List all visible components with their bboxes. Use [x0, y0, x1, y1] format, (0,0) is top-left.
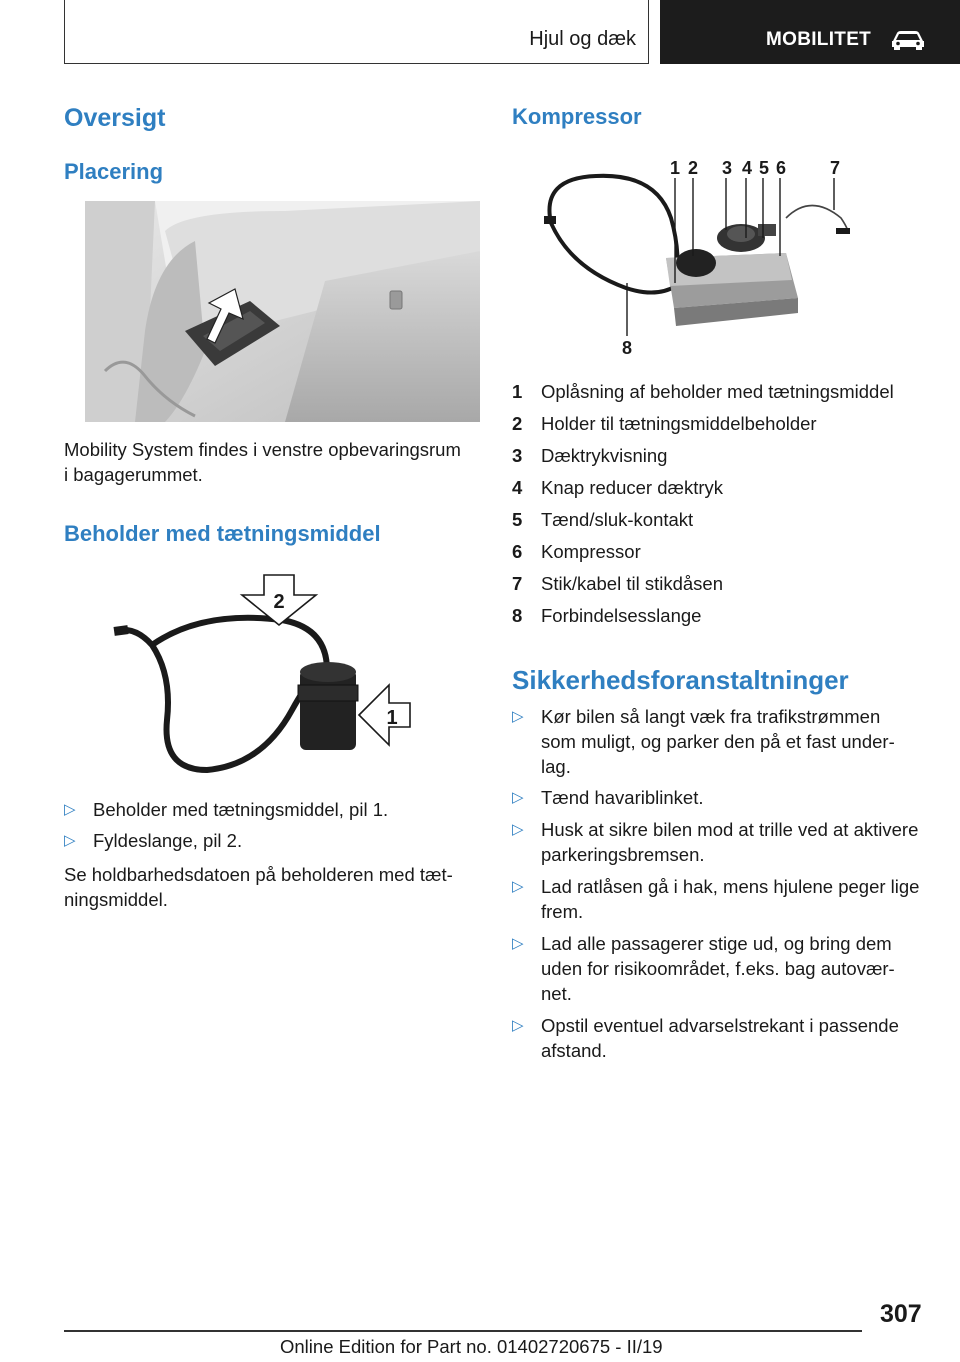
safety-bullet-line: Lad ratlåsen gå i hak, mens hjulene peger lige: [541, 876, 920, 897]
part-text: Holder til tætningsmiddelbeholder: [541, 413, 817, 434]
triangle-bullet-icon: ▷: [512, 789, 524, 806]
part-text: Dæktrykvisning: [541, 445, 668, 466]
container-bullet-text: Beholder med tætningsmiddel, pil 1.: [93, 799, 389, 820]
safety-bullet-line: Kør bilen så langt væk fra trafikstrømmen: [541, 706, 881, 727]
safety-bullet-line: net.: [541, 983, 572, 1004]
header-section-title: Hjul og dæk: [529, 28, 636, 50]
callout-7: 7: [830, 158, 841, 178]
triangle-bullet-icon: ▷: [512, 708, 524, 725]
safety-bullet-line: Opstil eventuel advarselstrekant i passende: [541, 1015, 899, 1036]
parts-list-item: [512, 571, 942, 603]
triangle-bullet-icon: ▷: [64, 801, 76, 818]
part-text: Oplåsning af beholder med tætningsmiddel: [541, 381, 894, 402]
part-text: Stik/kabel til stikdåsen: [541, 573, 724, 594]
triangle-bullet-icon: ▷: [512, 821, 524, 838]
container-bullet-text: Fyldeslange, pil 2.: [93, 830, 243, 851]
part-number: 6: [512, 541, 523, 562]
safety-bullet-line: lag.: [541, 756, 571, 777]
container-note: [64, 862, 453, 912]
parts-list-item: [512, 507, 942, 539]
safety-bullet-line: som muligt, og parker den på et fast under‐: [541, 731, 895, 752]
callout-1: 1: [670, 158, 681, 178]
safety-bullet-line: Husk at sikre bilen mod at trille ved at aktivere: [541, 819, 919, 840]
car-icon: [890, 28, 926, 50]
safety-heading: Sikkerhedsforanstaltninger: [512, 665, 849, 695]
page-title: Oversigt: [64, 104, 166, 132]
header-chapter-title: MOBILITET: [766, 29, 872, 50]
callout-5: 5: [759, 158, 770, 178]
placement-text-line: Mobility System findes i venstre opbevaringsrum: [64, 439, 461, 460]
container-note-line: Se holdbarhedsdatoen på beholderen med tæt‐: [64, 864, 453, 885]
edition-text: Online Edition for Part no. 01402720675 - II/19: [280, 1336, 663, 1357]
part-number: 4: [512, 477, 523, 498]
page-number: 307: [880, 1300, 922, 1328]
parts-list: [512, 379, 942, 635]
header-section-box: [64, 0, 649, 64]
compressor-illustration: [536, 158, 856, 358]
parts-list-item: [512, 603, 942, 635]
parts-list-item: [512, 539, 942, 571]
callout-4: 4: [742, 158, 753, 178]
part-text: Forbindelsesslange: [541, 605, 702, 626]
footer-divider: [64, 1330, 862, 1332]
safety-bullet-text: [541, 931, 895, 1006]
part-number: 2: [512, 413, 523, 434]
placement-text: [64, 437, 461, 487]
parts-list-item: [512, 443, 942, 475]
parts-list-item: [512, 379, 942, 411]
safety-bullet-text: [541, 1013, 899, 1063]
part-number: 1: [512, 381, 523, 402]
triangle-bullet-icon: ▷: [64, 832, 76, 849]
safety-bullet-line: Tænd havariblinket.: [541, 787, 704, 808]
safety-bullet-line: Lad alle passagerer stige ud, og bring dem: [541, 933, 892, 954]
safety-bullet-line: frem.: [541, 901, 584, 922]
callout-2: 2: [688, 158, 699, 178]
triangle-bullet-icon: ▷: [512, 935, 524, 952]
safety-bullet-text: [541, 817, 918, 867]
placement-heading: Placering: [64, 159, 164, 184]
triangle-bullet-icon: ▷: [512, 878, 524, 895]
safety-bullet-line: parkeringsbremsen.: [541, 844, 705, 865]
sealant-container-illustration: [112, 570, 417, 778]
parts-list-item: [512, 475, 942, 507]
part-text: Knap reducer dæktryk: [541, 477, 724, 498]
part-text: Kompressor: [541, 541, 641, 562]
safety-bullet-text: [541, 704, 895, 779]
callout-3: 3: [722, 158, 733, 178]
part-text: Tænd/sluk-kontakt: [541, 509, 694, 530]
trunk-compartment-photo: [85, 201, 480, 422]
figure-arrow-label-2: 2: [273, 591, 285, 613]
callout-6: 6: [776, 158, 787, 178]
part-number: 8: [512, 605, 523, 626]
parts-list-item: [512, 411, 942, 443]
header-chapter-box: [660, 0, 960, 64]
part-number: 5: [512, 509, 523, 530]
safety-bullet-line: uden for risikoområdet, f.eks. bag autovær‐: [541, 958, 895, 979]
triangle-bullet-icon: ▷: [512, 1017, 524, 1034]
compressor-heading: Kompressor: [512, 104, 642, 129]
container-heading: Beholder med tætningsmiddel: [64, 521, 381, 546]
safety-bullet-line: afstand.: [541, 1040, 607, 1061]
part-number: 3: [512, 445, 523, 466]
container-note-line: ningsmiddel.: [64, 889, 168, 910]
figure-arrow-label-1: 1: [386, 707, 398, 729]
callout-8: 8: [622, 338, 633, 358]
part-number: 7: [512, 573, 523, 594]
safety-bullet-text: [541, 785, 703, 810]
safety-bullet-text: [541, 874, 919, 924]
placement-text-line: i bagagerummet.: [64, 464, 203, 485]
